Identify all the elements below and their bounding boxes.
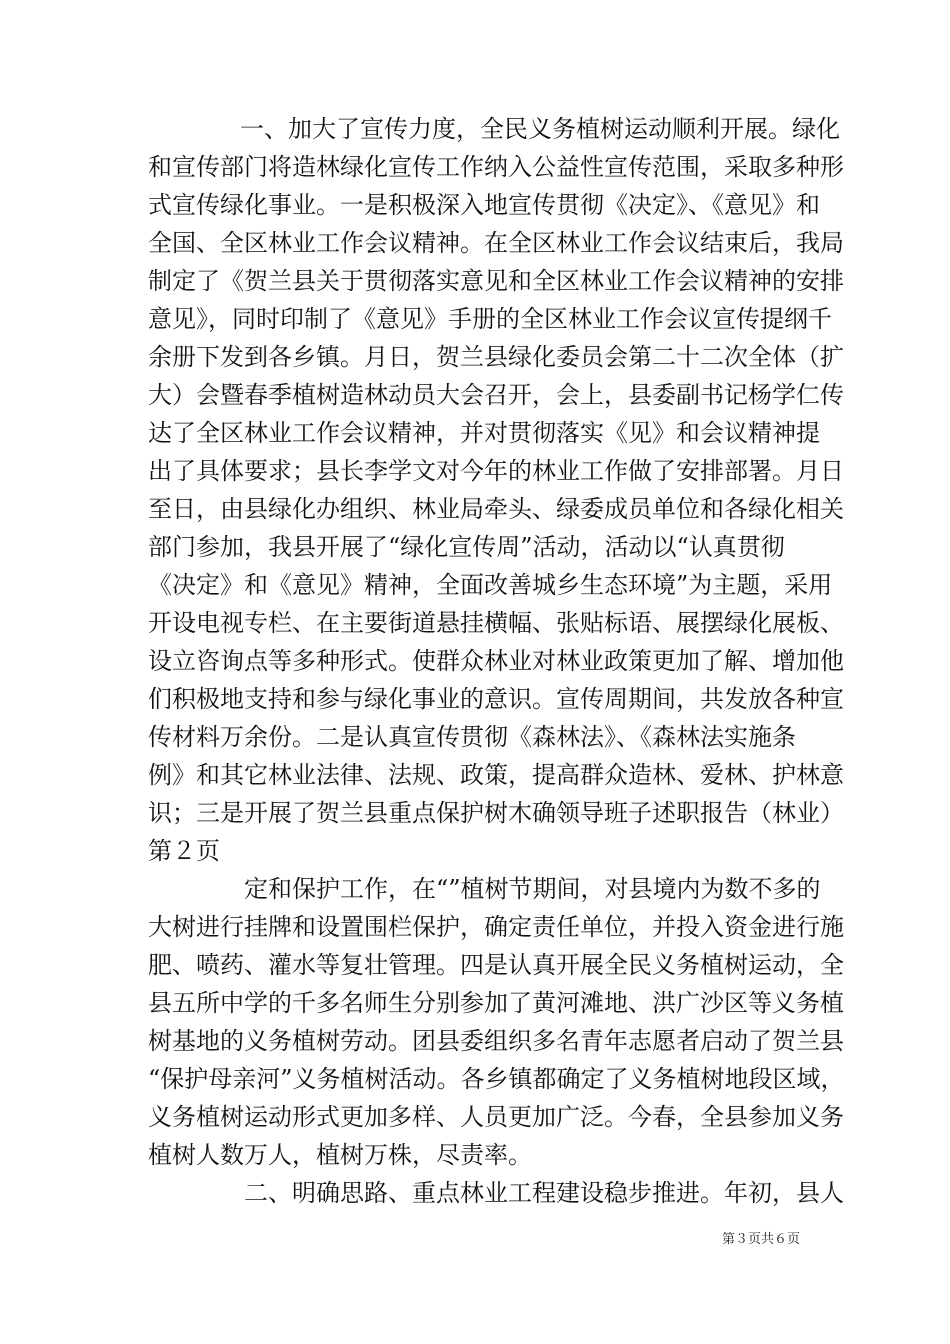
paragraph-line: 例》和其它林业法律、法规、政策，提高群众造林、爱林、护林意 [148,761,844,789]
paragraph-line: 一、加大了宣传力度，全民义务植树运动顺利开展。绿化 [240,115,840,143]
paragraph-line: 制定了《贺兰县关于贯彻落实意见和全区林业工作会议精神的安排 [148,267,844,295]
paragraph-line: 达了全区林业工作会议精神，并对贯彻落实《见》和会议精神提 [148,419,820,447]
paragraph-line: 式宣传绿化事业。一是积极深入地宣传贯彻《决定》、《意见》和 [148,191,820,219]
paragraph-line: 大）会暨春季植树造林动员大会召开，会上，县委副书记杨学仁传 [148,381,844,409]
paragraph-line: 肥、喷药、灌水等复壮管理。四是认真开展全民义务植树运动，全 [148,951,844,979]
paragraph-line: “保护母亲河”义务植树活动。各乡镇都确定了义务植树地段区域， [148,1065,845,1093]
paragraph-line: 传材料万余份。二是认真宣传贯彻《森林法》、《森林法实施条 [148,723,796,751]
paragraph-line: 们积极地支持和参与绿化事业的意识。宣传周期间，共发放各种宣 [148,685,844,713]
paragraph-line: 树基地的义务植树劳动。团县委组织多名青年志愿者启动了贺兰县 [148,1027,844,1055]
paragraph-line: 识；三是开展了贺兰县重点保护树木确领导班子述职报告（林业） [148,799,844,827]
paragraph-line: 和宣传部门将造林绿化宣传工作纳入公益性宣传范围，采取多种形 [148,153,844,181]
paragraph-line: 开设电视专栏、在主要街道悬挂横幅、张贴标语、展摆绿化展板、 [148,609,844,637]
paragraph-line: 部门参加，我县开展了“绿化宣传周”活动，活动以“认真贯彻 [148,533,785,561]
paragraph-line: 出了具体要求；县长李学文对今年的林业工作做了安排部署。月日 [148,457,844,485]
paragraph-line: 大树进行挂牌和设置围栏保护，确定责任单位，并投入资金进行施 [148,913,844,941]
page-footer: 第３页共６页 [722,1232,801,1247]
paragraph-line: 县五所中学的千多名师生分别参加了黄河滩地、洪广沙区等义务植 [148,989,844,1017]
paragraph-line: 定和保护工作，在“”植树节期间，对县境内为数不多的 [244,875,821,903]
paragraph-line: 植树人数万人，植树万株，尽责率。 [148,1141,532,1169]
paragraph-line: 全国、全区林业工作会议精神。在全区林业工作会议结束后，我局 [148,229,844,257]
paragraph-line: 意见》，同时印制了《意见》手册的全区林业工作会议宣传提纲千 [148,305,832,333]
paragraph-line: 二、明确思路、重点林业工程建设稳步推进。年初，县人 [244,1179,844,1207]
paragraph-line: 义务植树运动形式更加多样、人员更加广泛。今春，全县参加义务 [148,1103,844,1131]
paragraph-line: 设立咨询点等多种形式。使群众林业对林业政策更加了解、增加他 [148,647,844,675]
paragraph-line: 至日，由县绿化办组织、林业局牵头、绿委成员单位和各绿化相关 [148,495,844,523]
paragraph-line: 余册下发到各乡镇。月日，贺兰县绿化委员会第二十二次全体（扩 [148,343,844,371]
paragraph-line: 《决定》和《意见》精神，全面改善城乡生态环境”为主题，采用 [148,571,833,599]
page-marker: 第２页 [148,837,220,865]
